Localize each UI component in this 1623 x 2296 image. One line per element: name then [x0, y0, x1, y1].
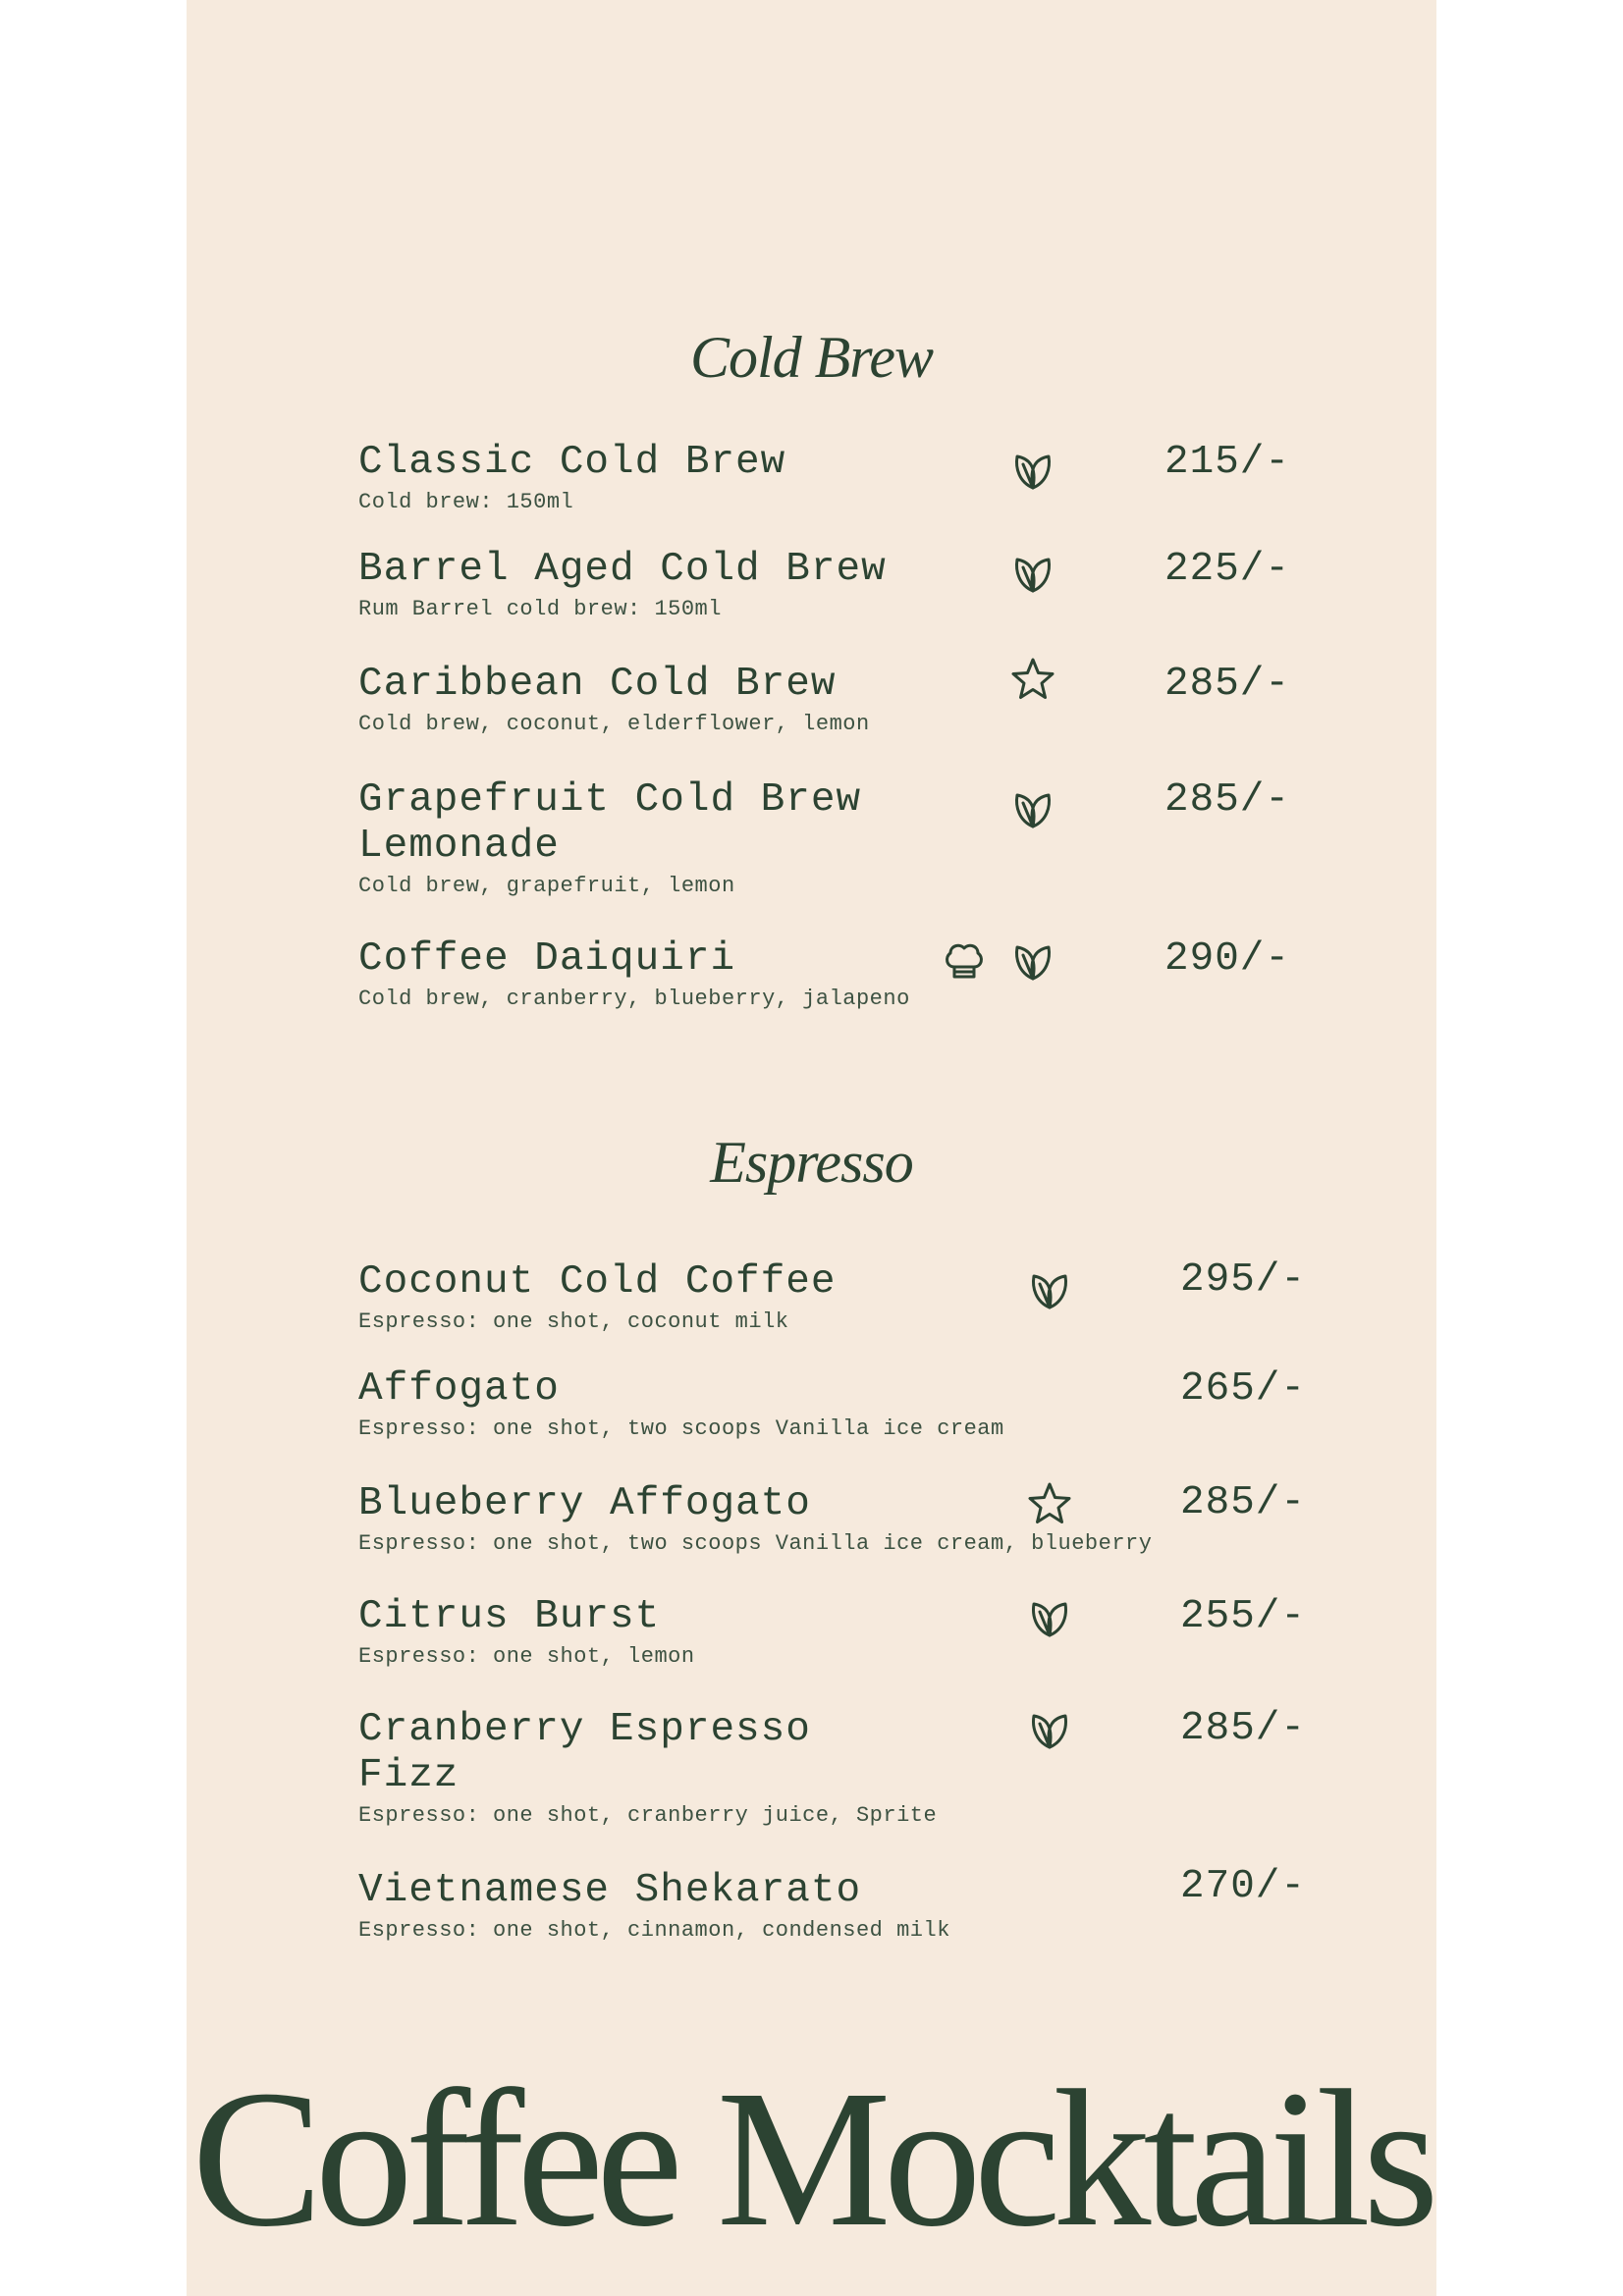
- item-description: Espresso: one shot, lemon: [358, 1644, 695, 1669]
- section-title-espresso: Espresso: [710, 1130, 913, 1195]
- item-price: 295/-: [1180, 1257, 1307, 1303]
- item-name: Barrel Aged Cold Brew: [358, 547, 887, 592]
- leaf-icon: [1026, 1706, 1073, 1753]
- item-price: 285/-: [1164, 662, 1291, 707]
- item-description: Cold brew, grapefruit, lemon: [358, 874, 735, 898]
- item-name: Cranberry Espresso Fizz: [358, 1707, 811, 1798]
- item-price: 290/-: [1164, 936, 1291, 982]
- item-price: 285/-: [1180, 1480, 1307, 1525]
- item-description: Espresso: one shot, two scoops Vanilla ice cream, blueberry: [358, 1531, 1153, 1556]
- item-description: Cold brew: 150ml: [358, 490, 574, 514]
- item-description: Cold brew, coconut, elderflower, lemon: [358, 712, 870, 736]
- item-price: 265/-: [1180, 1366, 1307, 1412]
- page-title: Coffee Mocktails: [191, 2051, 1432, 2268]
- item-name: Caribbean Cold Brew: [358, 662, 837, 707]
- item-description: Espresso: one shot, cinnamon, condensed milk: [358, 1918, 950, 1943]
- item-name: Blueberry Affogato: [358, 1481, 811, 1526]
- leaf-icon: [1009, 550, 1056, 597]
- item-description: Cold brew, cranberry, blueberry, jalapeno: [358, 987, 910, 1011]
- item-description: Espresso: one shot, two scoops Vanilla ice cream: [358, 1416, 1004, 1441]
- item-name: Citrus Burst: [358, 1594, 661, 1639]
- item-name: Vietnamese Shekarato: [358, 1868, 862, 1913]
- item-price: 225/-: [1164, 547, 1291, 592]
- leaf-icon: [1009, 785, 1056, 832]
- leaf-icon: [1009, 447, 1056, 494]
- section-title-cold-brew: Cold Brew: [689, 325, 934, 390]
- item-price: 215/-: [1164, 440, 1291, 485]
- item-name: Classic Cold Brew: [358, 440, 786, 485]
- leaf-icon: [1026, 1594, 1073, 1641]
- star-icon: [1026, 1480, 1073, 1527]
- star-icon: [1009, 656, 1056, 703]
- item-price: 270/-: [1180, 1864, 1307, 1909]
- item-price: 255/-: [1180, 1594, 1307, 1639]
- item-description: Espresso: one shot, cranberry juice, Sprite: [358, 1803, 938, 1828]
- menu-page: [187, 0, 1436, 2296]
- item-name: Grapefruit Cold Brew Lemonade: [358, 777, 862, 869]
- item-name: Coffee Daiquiri: [358, 936, 736, 982]
- chef-hat-icon: [941, 937, 988, 985]
- item-price: 285/-: [1164, 777, 1291, 823]
- leaf-icon: [1026, 1266, 1073, 1313]
- item-description: Rum Barrel cold brew: 150ml: [358, 597, 722, 621]
- item-description: Espresso: one shot, coconut milk: [358, 1309, 789, 1334]
- item-price: 285/-: [1180, 1706, 1307, 1751]
- item-name: Coconut Cold Coffee: [358, 1259, 837, 1305]
- item-name: Affogato: [358, 1366, 560, 1412]
- leaf-icon: [1009, 937, 1056, 985]
